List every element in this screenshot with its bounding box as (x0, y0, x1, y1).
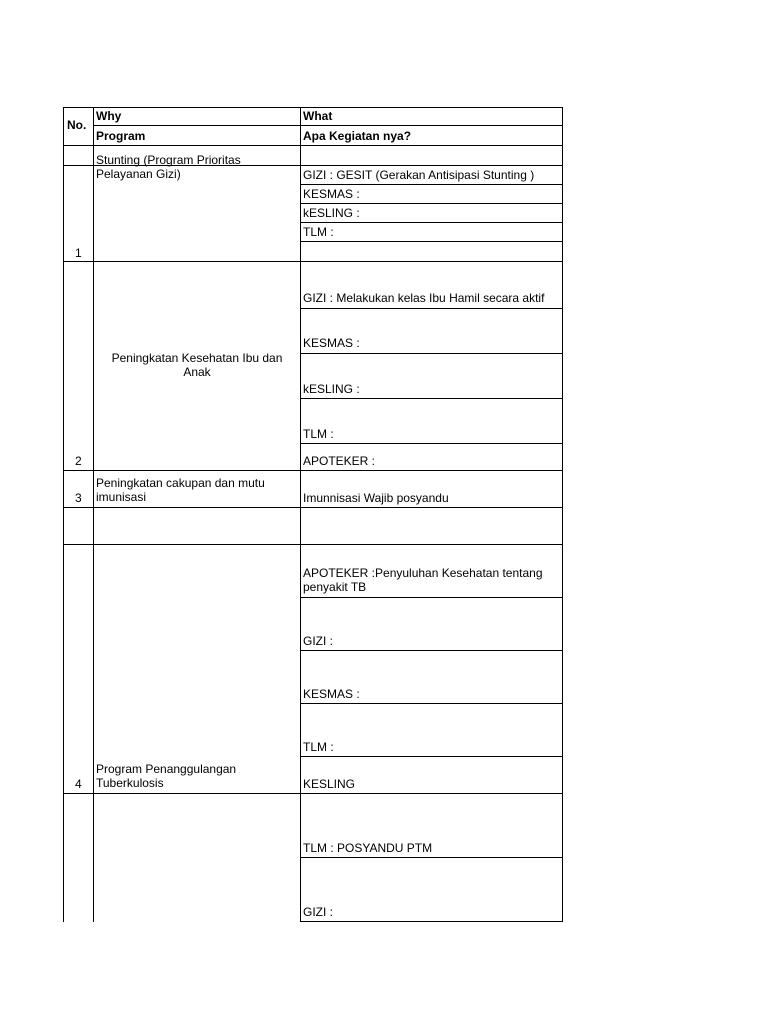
border-activity (300, 703, 563, 704)
row-number: 1 (75, 246, 82, 260)
border-activity (300, 756, 563, 757)
border-row1-bottom (63, 261, 563, 262)
border-row4-bottom (63, 793, 563, 794)
program-cell: Stunting (Program Prioritas Pelayanan Gizi) (96, 153, 241, 181)
border-activity (300, 921, 563, 922)
border-header-mid (93, 125, 563, 126)
header-what: What (303, 109, 333, 123)
program-cell: Peningkatan cakupan dan mutu imunisasi (96, 476, 265, 504)
border-activity (300, 241, 563, 242)
header-activity: Apa Kegiatan nya? (303, 129, 412, 143)
border-row2-bottom (63, 470, 563, 471)
activity-cell: TLM : (303, 225, 334, 239)
activity-cell: kESLING : (303, 382, 360, 396)
activity-cell: APOTEKER : (303, 454, 376, 468)
border-row3-bottom (63, 507, 563, 508)
border-activity (300, 222, 563, 223)
activity-cell: Imunnisasi Wajib posyandu (303, 491, 449, 505)
border-top (63, 107, 563, 108)
border-no-why (93, 107, 94, 922)
row-number: 2 (75, 454, 82, 468)
row-number: 4 (75, 777, 82, 791)
activity-cell: KESMAS : (303, 187, 360, 201)
border-activity (300, 398, 563, 399)
border-activity (300, 353, 563, 354)
border-activity (300, 650, 563, 651)
activity-cell: KESLING (303, 777, 356, 791)
border-blank-row-top (63, 145, 563, 146)
border-activity (300, 443, 563, 444)
row-number: 3 (75, 491, 82, 505)
program-cell: Peningkatan Kesehatan Ibu dan Anak (111, 351, 283, 379)
activity-cell: GIZI : GESIT (Gerakan Antisipasi Stunting ) (303, 168, 535, 182)
header-program: Program (96, 129, 146, 143)
border-activity (300, 203, 563, 204)
border-why-what (300, 107, 301, 922)
activity-cell: KESMAS : (303, 687, 360, 701)
activity-cell: GIZI : (303, 905, 333, 919)
border-left (63, 107, 64, 922)
activity-cell: TLM : (303, 740, 334, 754)
header-no: No. (67, 118, 87, 132)
border-empty-row-bottom (63, 544, 563, 545)
activity-cell: TLM : (303, 427, 334, 441)
activity-cell: APOTEKER :Penyuluhan Kesehatan tentang penyakit TB (303, 566, 543, 594)
program-cell: Program Penanggulangan Tuberkulosis (96, 762, 237, 790)
border-activity (300, 184, 563, 185)
border-activity (300, 597, 563, 598)
activity-cell: GIZI : Melakukan kelas Ibu Hamil secara aktif (303, 291, 545, 305)
activity-cell: GIZI : (303, 634, 333, 648)
border-activity (300, 308, 563, 309)
border-activity (300, 857, 563, 858)
activity-cell: KESMAS : (303, 336, 360, 350)
header-why: Why (96, 109, 122, 123)
activity-cell: TLM : POSYANDU PTM (303, 841, 433, 855)
border-right (562, 107, 563, 922)
activity-cell: kESLING : (303, 206, 360, 220)
